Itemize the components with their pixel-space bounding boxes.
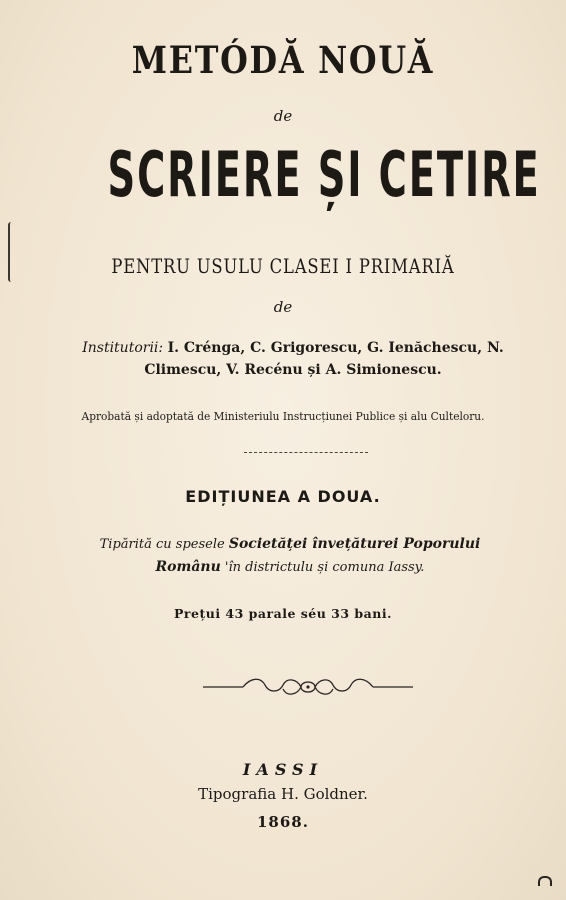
authors-label: Institutorii: (82, 340, 164, 356)
decorative-flourish-ornament (203, 675, 413, 699)
publisher-society: Societăței învețăturei Poporului Românu (155, 536, 481, 575)
imprint-city: IASSI (242, 760, 324, 779)
authors-names-line-2: Climescu, V. Recénu și A. Simionescu. (144, 362, 442, 378)
main-title: SCRIERE ȘI CETIRE (107, 138, 541, 211)
publisher-statement (80, 533, 500, 579)
corner-ink-mark (538, 876, 552, 886)
imprint-year: 1868. (257, 813, 309, 831)
approval-note: Aprobată și adoptată de Ministeriulu Instrucțiunei Publice și alu Culteloru. (81, 409, 485, 423)
binding-stitch-mark (8, 222, 14, 282)
subtitle: PENTRU USULU CLASEI I PRIMARIĂ (111, 254, 455, 278)
authors-connector-de: de (273, 298, 293, 316)
edition-statement: EDIȚIUNEA A DOUA. (185, 487, 381, 506)
publisher-suffix: 'în districtulu și comuna Iassy. (224, 560, 425, 575)
authors-block (58, 337, 528, 381)
title-line-1: METÓDĂ NOUĂ (131, 38, 435, 82)
imprint-printer: Tipografia H. Goldner. (198, 785, 368, 803)
separator-rule (244, 452, 368, 453)
title-connector-de: de (273, 107, 293, 125)
price-statement: Prețui 43 parale séu 33 bani. (174, 606, 392, 621)
authors-names-line-1: I. Crénga, C. Grigorescu, G. Ienăchescu, N. (167, 340, 504, 356)
publisher-prefix: Tipărită cu spesele (99, 537, 225, 552)
